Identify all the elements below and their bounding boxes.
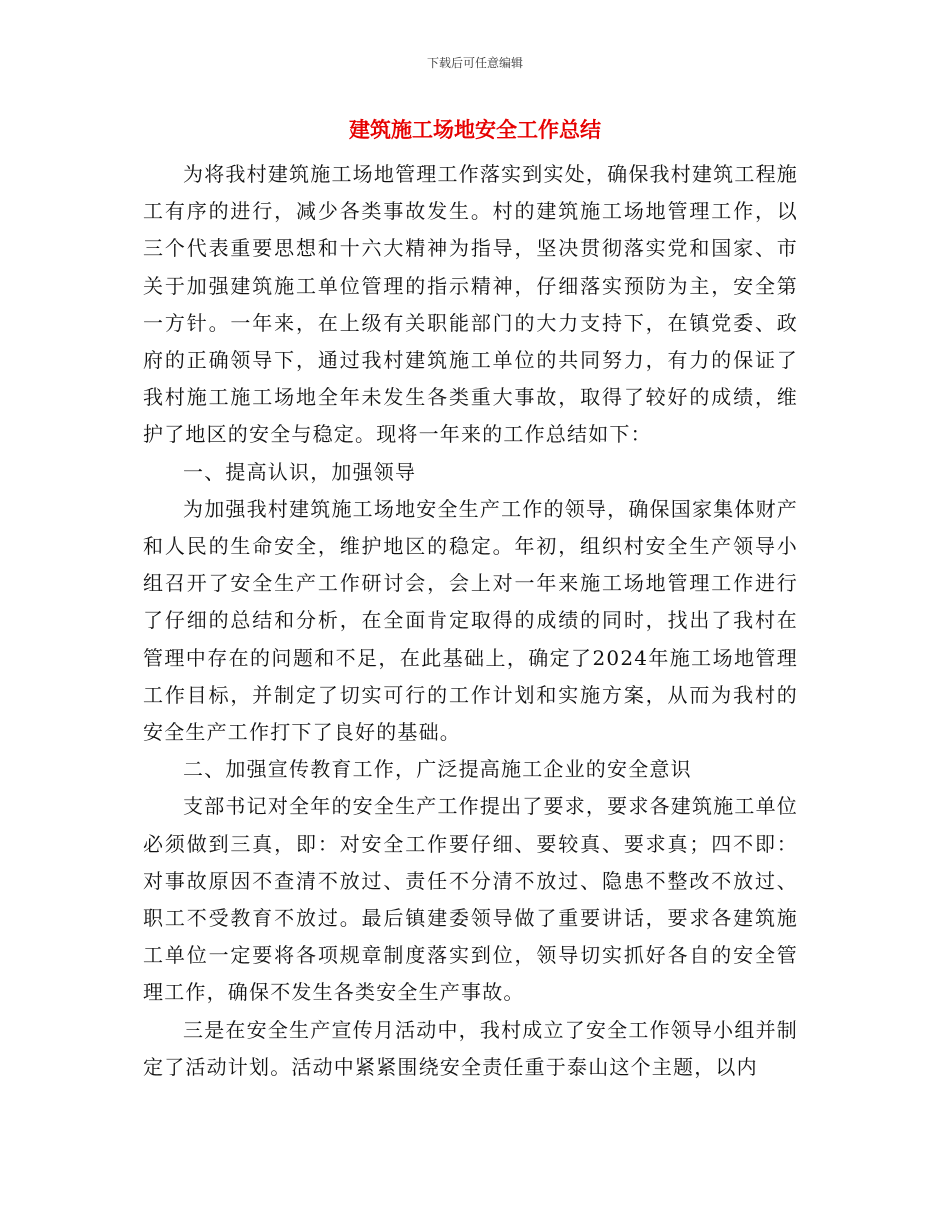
document-title: 建筑施工场地安全工作总结 (349, 118, 601, 142)
section-heading-2: 二、加强宣传教育工作，广泛提高施工企业的安全意识 (183, 757, 692, 782)
paragraph-section-3: 三是在安全生产宣传月活动中，我村成立了安全工作领导小组并制定了活动计划。活动中紧紧围绕安全责任重于泰山这个主题，以内 (143, 1017, 798, 1079)
section-heading-1: 一、提高认识，加强领导 (183, 459, 417, 484)
paragraph-intro: 为将我村建筑施工场地管理工作落实到实处，确保我村建筑工程施工有序的进行，减少各类事故发生。村的建筑施工场地管理工作，以三个代表重要思想和十六大精神为指导，坚决贯彻落实党和国家、市关于加强建筑施工单位管理的指示精神，仔细落实预防为主，安全第一方针。一年来，在上级有关职能部门的大力支持下，在镇党委、政府的正确领导下，通过我村建筑施工单位的共同努力，有力的保证了我村施工施工场地全年未发生各类重大事故，取得了较好的成绩，维护了地区的安全与稳定。现将一年来的工作总结如下： (143, 162, 798, 447)
document-body (143, 156, 798, 1086)
paragraph-section-1: 为加强我村建筑施工场地安全生产工作的领导，确保国家集体财产和人民的生命安全，维护地区的稳定。年初，组织村安全生产领导小组召开了安全生产工作研讨会，会上对一年来施工场地管理工作进行了仔细的总结和分析，在全面肯定取得的成绩的同时，找出了我村在管理中存在的问题和不足，在此基础上，确定了2024年施工场地管理工作目标，并制定了切实可行的工作计划和实施方案，从而为我村的安全生产工作打下了良好的基础。 (143, 496, 798, 745)
paragraph-section-2: 支部书记对全年的安全生产工作提出了要求，要求各建筑施工单位必须做到三真，即：对安全工作要仔细、要较真、要求真；四不即：对事故原因不查清不放过、责任不分清不放过、隐患不整改不放过、职工不受教育不放过。最后镇建委领导做了重要讲话，要求各建筑施工单位一定要将各项规章制度落实到位，领导切实抓好各自的安全管理工作，确保不发生各类安全生产事故。 (143, 794, 798, 1005)
page-header: 下载后可任意编辑 (426, 56, 523, 70)
